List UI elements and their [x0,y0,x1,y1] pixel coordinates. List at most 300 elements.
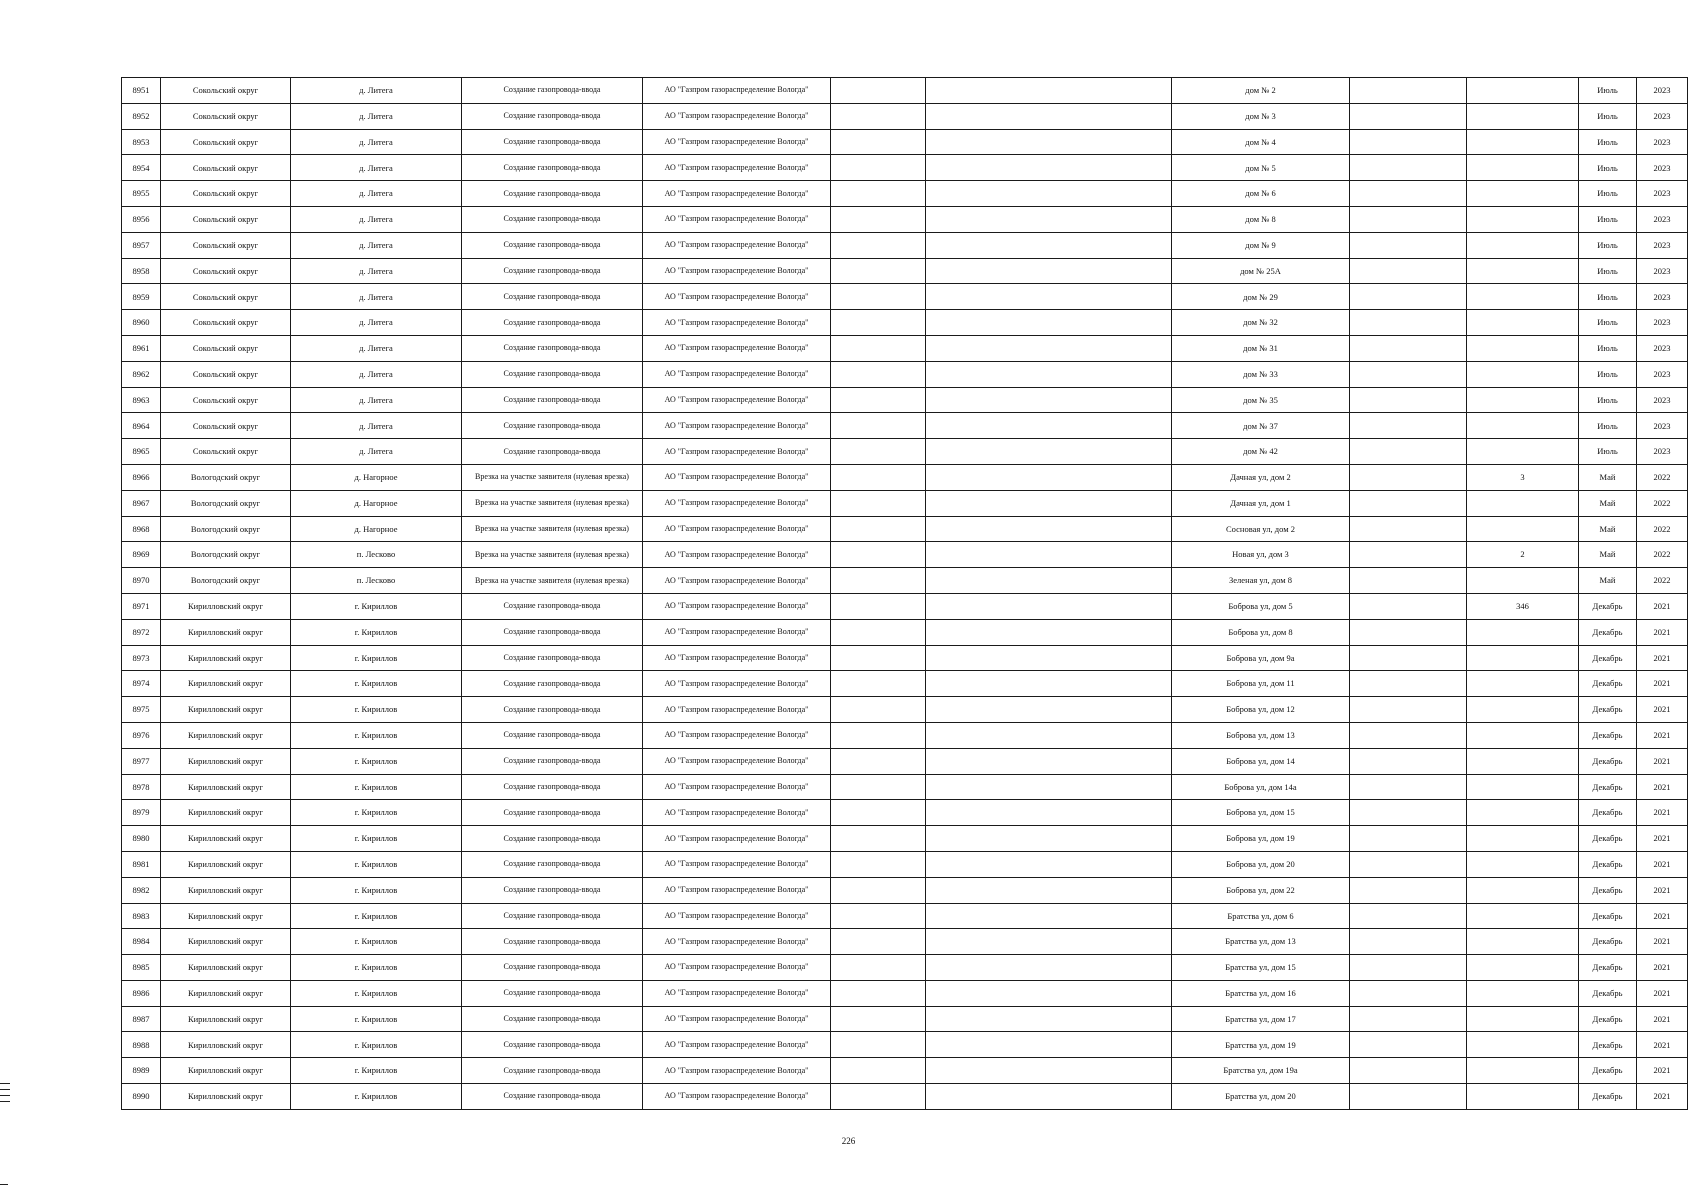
settlement-cell: г. Кириллов [291,1032,462,1058]
district-cell: Вологодский округ [161,542,291,568]
table-row [122,181,1688,207]
district-cell: Кирилловский округ [161,1032,291,1058]
organization-cell: АО "Газпром газораспределение Вологда" [643,800,831,826]
table-row [122,387,1688,413]
year-cell: 2023 [1637,181,1688,207]
month-cell: Июль [1579,413,1637,439]
empty-cell [831,490,926,516]
row-number-cell: 8963 [122,387,161,413]
organization-cell: АО "Газпром газораспределение Вологда" [643,516,831,542]
settlement-cell: д. Литега [291,284,462,310]
year-cell: 2023 [1637,258,1688,284]
quantity-cell [1467,929,1579,955]
address-cell: дом № 32 [1172,310,1350,336]
year-cell: 2021 [1637,929,1688,955]
year-cell: 2023 [1637,413,1688,439]
empty-cell [926,697,1172,723]
empty-cell [831,516,926,542]
address-cell: дом № 37 [1172,413,1350,439]
organization-cell: АО "Газпром газораспределение Вологда" [643,955,831,981]
month-cell: Декабрь [1579,697,1637,723]
month-cell: Май [1579,568,1637,594]
organization-cell: АО "Газпром газораспределение Вологда" [643,619,831,645]
work-type-cell: Создание газопровода-ввода [462,722,643,748]
row-number-cell: 8962 [122,361,161,387]
row-number-cell: 8976 [122,722,161,748]
empty-cell [831,851,926,877]
address-cell: Боброва ул, дом 15 [1172,800,1350,826]
year-cell: 2021 [1637,826,1688,852]
organization-cell: АО "Газпром газораспределение Вологда" [643,671,831,697]
work-type-cell: Создание газопровода-ввода [462,129,643,155]
year-cell: 2023 [1637,232,1688,258]
settlement-cell: г. Кириллов [291,748,462,774]
settlement-cell: г. Кириллов [291,851,462,877]
work-type-cell: Создание газопровода-ввода [462,1084,643,1110]
organization-cell: АО "Газпром газораспределение Вологда" [643,1084,831,1110]
settlement-cell: д. Литега [291,181,462,207]
organization-cell: АО "Газпром газораспределение Вологда" [643,1032,831,1058]
address-cell: дом № 8 [1172,206,1350,232]
year-cell: 2023 [1637,387,1688,413]
empty-cell [926,980,1172,1006]
year-cell: 2022 [1637,464,1688,490]
empty-cell [1350,671,1467,697]
organization-cell: АО "Газпром газораспределение Вологда" [643,774,831,800]
district-cell: Кирилловский округ [161,774,291,800]
margin-mark [0,1101,10,1102]
empty-cell [831,181,926,207]
year-cell: 2021 [1637,877,1688,903]
settlement-cell: г. Кириллов [291,1058,462,1084]
margin-mark [0,1095,10,1096]
address-cell: Боброва ул, дом 19 [1172,826,1350,852]
row-number-cell: 8988 [122,1032,161,1058]
settlement-cell: г. Кириллов [291,903,462,929]
empty-cell [1350,516,1467,542]
work-type-cell: Создание газопровода-ввода [462,232,643,258]
month-cell: Июль [1579,439,1637,465]
empty-cell [1350,413,1467,439]
address-cell: дом № 33 [1172,361,1350,387]
empty-cell [926,439,1172,465]
address-cell: Боброва ул, дом 13 [1172,722,1350,748]
table-row [122,568,1688,594]
year-cell: 2023 [1637,284,1688,310]
month-cell: Июль [1579,206,1637,232]
quantity-cell [1467,335,1579,361]
empty-cell [926,671,1172,697]
year-cell: 2021 [1637,645,1688,671]
empty-cell [831,929,926,955]
address-cell: дом № 6 [1172,181,1350,207]
row-number-cell: 8960 [122,310,161,336]
month-cell: Декабрь [1579,903,1637,929]
quantity-cell [1467,722,1579,748]
row-number-cell: 8987 [122,1006,161,1032]
empty-cell [926,645,1172,671]
empty-cell [831,1006,926,1032]
organization-cell: АО "Газпром газораспределение Вологда" [643,464,831,490]
work-type-cell: Создание газопровода-ввода [462,78,643,104]
table-row [122,722,1688,748]
table-row [122,1058,1688,1084]
work-type-cell: Создание газопровода-ввода [462,671,643,697]
empty-cell [926,78,1172,104]
month-cell: Декабрь [1579,722,1637,748]
empty-cell [831,722,926,748]
organization-cell: АО "Газпром газораспределение Вологда" [643,1006,831,1032]
district-cell: Кирилловский округ [161,851,291,877]
row-number-cell: 8961 [122,335,161,361]
empty-cell [926,800,1172,826]
empty-cell [1350,335,1467,361]
quantity-cell [1467,1006,1579,1032]
empty-cell [831,826,926,852]
work-type-cell: Создание газопровода-ввода [462,851,643,877]
organization-cell: АО "Газпром газораспределение Вологда" [643,877,831,903]
table-row [122,671,1688,697]
empty-cell [831,310,926,336]
empty-cell [1350,542,1467,568]
work-type-cell: Создание газопровода-ввода [462,955,643,981]
empty-cell [926,1032,1172,1058]
district-cell: Кирилловский округ [161,619,291,645]
quantity-cell [1467,1058,1579,1084]
empty-cell [1350,774,1467,800]
month-cell: Декабрь [1579,748,1637,774]
empty-cell [831,748,926,774]
year-cell: 2021 [1637,955,1688,981]
empty-cell [831,206,926,232]
empty-cell [831,774,926,800]
district-cell: Сокольский округ [161,232,291,258]
work-type-cell: Создание газопровода-ввода [462,387,643,413]
empty-cell [831,413,926,439]
empty-cell [1350,1006,1467,1032]
margin-mark [0,1184,8,1185]
settlement-cell: г. Кириллов [291,593,462,619]
district-cell: Вологодский округ [161,568,291,594]
work-type-cell: Создание газопровода-ввода [462,800,643,826]
month-cell: Июль [1579,310,1637,336]
year-cell: 2021 [1637,722,1688,748]
empty-cell [831,258,926,284]
quantity-cell [1467,697,1579,723]
row-number-cell: 8969 [122,542,161,568]
row-number-cell: 8968 [122,516,161,542]
empty-cell [1350,258,1467,284]
work-type-cell: Создание газопровода-ввода [462,103,643,129]
settlement-cell: п. Лесково [291,542,462,568]
quantity-cell [1467,800,1579,826]
address-cell: Боброва ул, дом 12 [1172,697,1350,723]
empty-cell [831,387,926,413]
empty-cell [831,1058,926,1084]
month-cell: Декабрь [1579,774,1637,800]
quantity-cell [1467,877,1579,903]
district-cell: Вологодский округ [161,490,291,516]
table-row [122,258,1688,284]
empty-cell [926,593,1172,619]
organization-cell: АО "Газпром газораспределение Вологда" [643,645,831,671]
empty-cell [926,748,1172,774]
empty-cell [926,129,1172,155]
address-cell: Дачная ул, дом 2 [1172,464,1350,490]
address-cell: Боброва ул, дом 14 [1172,748,1350,774]
empty-cell [1350,490,1467,516]
work-type-cell: Создание газопровода-ввода [462,206,643,232]
organization-cell: АО "Газпром газораспределение Вологда" [643,826,831,852]
quantity-cell [1467,284,1579,310]
year-cell: 2023 [1637,103,1688,129]
row-number-cell: 8990 [122,1084,161,1110]
empty-cell [1350,181,1467,207]
address-cell: Боброва ул, дом 11 [1172,671,1350,697]
settlement-cell: г. Кириллов [291,980,462,1006]
year-cell: 2021 [1637,1058,1688,1084]
district-cell: Кирилловский округ [161,697,291,723]
empty-cell [926,851,1172,877]
district-cell: Кирилловский округ [161,955,291,981]
empty-cell [831,155,926,181]
quantity-cell [1467,155,1579,181]
empty-cell [926,955,1172,981]
settlement-cell: д. Литега [291,387,462,413]
month-cell: Декабрь [1579,645,1637,671]
empty-cell [1350,980,1467,1006]
settlement-cell: г. Кириллов [291,697,462,723]
quantity-cell [1467,774,1579,800]
empty-cell [1350,387,1467,413]
row-number-cell: 8966 [122,464,161,490]
table-row [122,310,1688,336]
empty-cell [1350,697,1467,723]
empty-cell [831,800,926,826]
empty-cell [926,929,1172,955]
settlement-cell: г. Кириллов [291,826,462,852]
address-cell: Боброва ул, дом 9а [1172,645,1350,671]
quantity-cell [1467,619,1579,645]
work-type-cell: Создание газопровода-ввода [462,439,643,465]
organization-cell: АО "Газпром газораспределение Вологда" [643,542,831,568]
month-cell: Декабрь [1579,1058,1637,1084]
table-row [122,232,1688,258]
quantity-cell [1467,748,1579,774]
year-cell: 2023 [1637,361,1688,387]
address-cell: Братства ул, дом 13 [1172,929,1350,955]
work-type-cell: Создание газопровода-ввода [462,903,643,929]
empty-cell [926,903,1172,929]
settlement-cell: д. Литега [291,232,462,258]
month-cell: Декабрь [1579,980,1637,1006]
district-cell: Кирилловский округ [161,593,291,619]
page-number: 226 [841,1136,856,1146]
empty-cell [926,722,1172,748]
empty-cell [831,103,926,129]
row-number-cell: 8982 [122,877,161,903]
empty-cell [1350,1084,1467,1110]
organization-cell: АО "Газпром газораспределение Вологда" [643,232,831,258]
address-cell: дом № 2 [1172,78,1350,104]
month-cell: Июль [1579,103,1637,129]
empty-cell [831,284,926,310]
year-cell: 2021 [1637,697,1688,723]
table-row [122,1084,1688,1110]
empty-cell [1350,645,1467,671]
row-number-cell: 8981 [122,851,161,877]
organization-cell: АО "Газпром газораспределение Вологда" [643,284,831,310]
year-cell: 2021 [1637,980,1688,1006]
row-number-cell: 8975 [122,697,161,723]
year-cell: 2021 [1637,748,1688,774]
year-cell: 2021 [1637,903,1688,929]
empty-cell [926,464,1172,490]
organization-cell: АО "Газпром газораспределение Вологда" [643,335,831,361]
year-cell: 2023 [1637,206,1688,232]
district-cell: Сокольский округ [161,155,291,181]
empty-cell [926,232,1172,258]
empty-cell [831,645,926,671]
work-type-cell: Создание газопровода-ввода [462,980,643,1006]
table-row [122,851,1688,877]
table-row [122,129,1688,155]
margin-mark [0,1083,10,1084]
organization-cell: АО "Газпром газораспределение Вологда" [643,387,831,413]
work-type-cell: Создание газопровода-ввода [462,310,643,336]
address-cell: Братства ул, дом 20 [1172,1084,1350,1110]
month-cell: Май [1579,490,1637,516]
margin-mark [0,1089,10,1090]
month-cell: Декабрь [1579,851,1637,877]
quantity-cell [1467,826,1579,852]
empty-cell [1350,464,1467,490]
settlement-cell: п. Лесково [291,568,462,594]
quantity-cell [1467,516,1579,542]
empty-cell [1350,619,1467,645]
address-cell: Боброва ул, дом 20 [1172,851,1350,877]
empty-cell [1350,1058,1467,1084]
table-row [122,335,1688,361]
district-cell: Кирилловский округ [161,1084,291,1110]
organization-cell: АО "Газпром газораспределение Вологда" [643,413,831,439]
empty-cell [831,697,926,723]
settlement-cell: г. Кириллов [291,619,462,645]
organization-cell: АО "Газпром газораспределение Вологда" [643,490,831,516]
district-cell: Вологодский округ [161,464,291,490]
row-number-cell: 8971 [122,593,161,619]
district-cell: Кирилловский округ [161,1006,291,1032]
row-number-cell: 8951 [122,78,161,104]
empty-cell [831,980,926,1006]
organization-cell: АО "Газпром газораспределение Вологда" [643,980,831,1006]
work-type-cell: Создание газопровода-ввода [462,1006,643,1032]
quantity-cell [1467,851,1579,877]
row-number-cell: 8956 [122,206,161,232]
organization-cell: АО "Газпром газораспределение Вологда" [643,439,831,465]
empty-cell [1350,748,1467,774]
year-cell: 2021 [1637,851,1688,877]
work-type-cell: Создание газопровода-ввода [462,748,643,774]
empty-cell [831,903,926,929]
work-type-cell: Создание газопровода-ввода [462,361,643,387]
year-cell: 2021 [1637,800,1688,826]
address-cell: Боброва ул, дом 22 [1172,877,1350,903]
year-cell: 2023 [1637,310,1688,336]
empty-cell [1350,155,1467,181]
month-cell: Июль [1579,232,1637,258]
empty-cell [926,1058,1172,1084]
address-cell: Братства ул, дом 17 [1172,1006,1350,1032]
row-number-cell: 8957 [122,232,161,258]
organization-cell: АО "Газпром газораспределение Вологда" [643,697,831,723]
organization-cell: АО "Газпром газораспределение Вологда" [643,129,831,155]
empty-cell [831,78,926,104]
district-cell: Кирилловский округ [161,980,291,1006]
row-number-cell: 8984 [122,929,161,955]
district-cell: Кирилловский округ [161,645,291,671]
month-cell: Июль [1579,258,1637,284]
district-cell: Кирилловский округ [161,877,291,903]
empty-cell [926,206,1172,232]
month-cell: Декабрь [1579,955,1637,981]
row-number-cell: 8986 [122,980,161,1006]
empty-cell [1350,851,1467,877]
month-cell: Декабрь [1579,671,1637,697]
empty-cell [1350,826,1467,852]
district-cell: Сокольский округ [161,284,291,310]
year-cell: 2021 [1637,593,1688,619]
empty-cell [831,361,926,387]
organization-cell: АО "Газпром газораспределение Вологда" [643,206,831,232]
organization-cell: АО "Газпром газораспределение Вологда" [643,361,831,387]
month-cell: Декабрь [1579,929,1637,955]
month-cell: Декабрь [1579,619,1637,645]
empty-cell [1350,361,1467,387]
empty-cell [1350,439,1467,465]
work-type-cell: Создание газопровода-ввода [462,619,643,645]
organization-cell: АО "Газпром газораспределение Вологда" [643,181,831,207]
row-number-cell: 8965 [122,439,161,465]
year-cell: 2021 [1637,1006,1688,1032]
month-cell: Май [1579,516,1637,542]
empty-cell [1350,310,1467,336]
empty-cell [831,1032,926,1058]
quantity-cell [1467,568,1579,594]
quantity-cell [1467,903,1579,929]
address-cell: Сосновая ул, дом 2 [1172,516,1350,542]
settlement-cell: д. Литега [291,103,462,129]
empty-cell [926,490,1172,516]
work-type-cell: Врезка на участке заявителя (нулевая врезка) [462,516,643,542]
work-type-cell: Создание газопровода-ввода [462,284,643,310]
empty-cell [1350,800,1467,826]
year-cell: 2022 [1637,516,1688,542]
row-number-cell: 8983 [122,903,161,929]
table-row [122,955,1688,981]
empty-cell [926,155,1172,181]
empty-cell [926,181,1172,207]
empty-cell [926,774,1172,800]
empty-cell [1350,593,1467,619]
empty-cell [1350,568,1467,594]
address-cell: дом № 31 [1172,335,1350,361]
work-type-cell: Создание газопровода-ввода [462,413,643,439]
settlement-cell: г. Кириллов [291,722,462,748]
empty-cell [831,568,926,594]
year-cell: 2022 [1637,542,1688,568]
organization-cell: АО "Газпром газораспределение Вологда" [643,310,831,336]
